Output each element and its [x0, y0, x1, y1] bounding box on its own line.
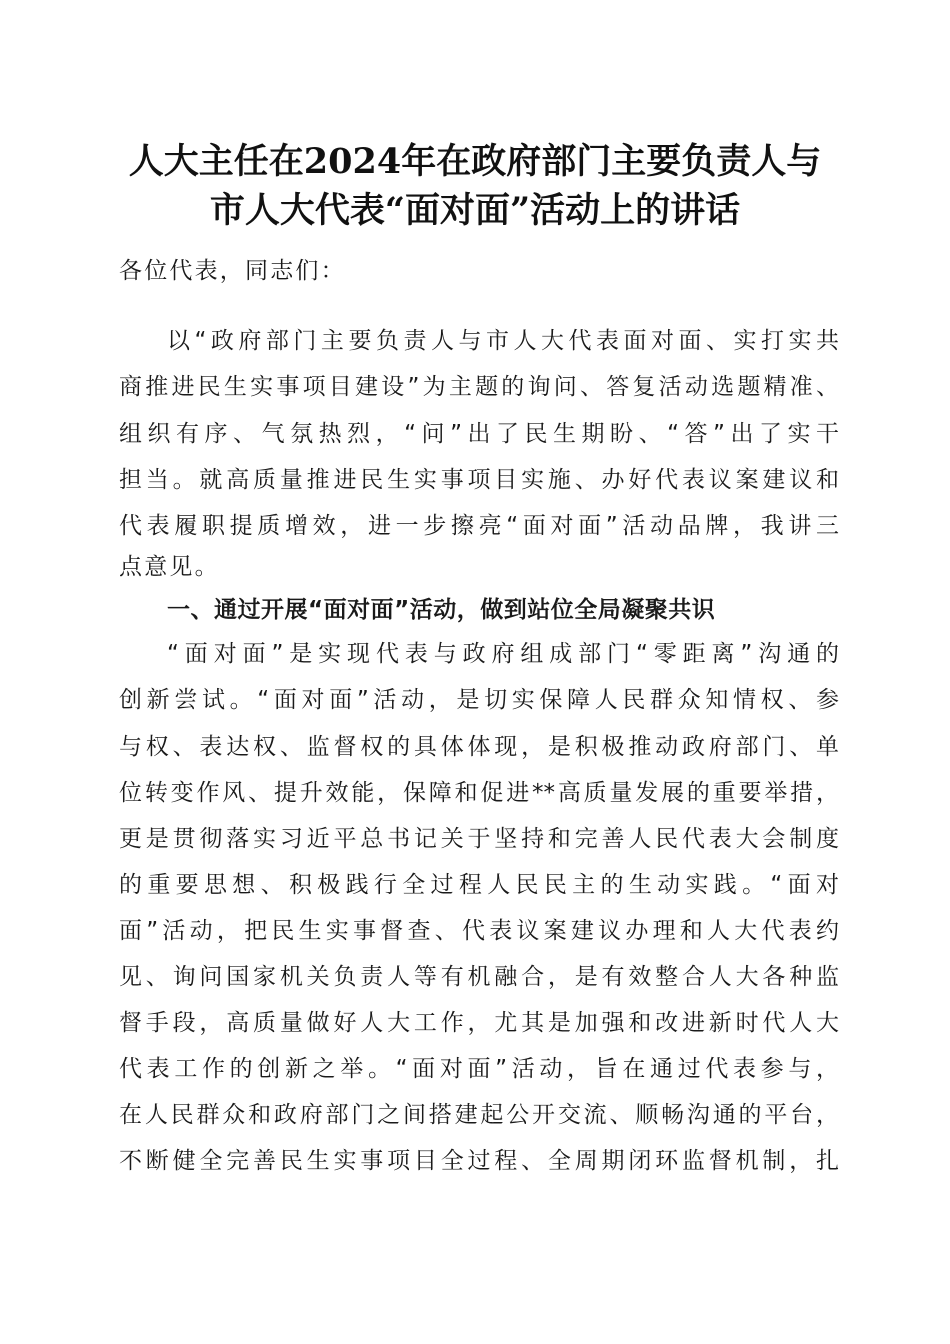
paragraph-1-line-6: 点意见。	[119, 554, 220, 580]
paragraph-2-line-10: 代表工作的创新之举。“面对面”活动，旨在通过代表参与，	[119, 1056, 839, 1082]
paragraph-1-line-5: 代表履职提质增效，进一步擦亮“面对面”活动品牌，我讲三	[119, 513, 839, 539]
paragraph-2-line-4: 位转变作风、提升效能，保障和促进**高质量发展的重要举措，	[119, 780, 839, 806]
paragraph-2-line-8: 见、询问国家机关负责人等有机融合，是有效整合人大各种监	[119, 964, 839, 990]
paragraph-1-line-1: 以“政府部门主要负责人与市人大代表面对面、实打实共	[167, 328, 839, 354]
paragraph-2-line-2: 创新尝试。“面对面”活动，是切实保障人民群众知情权、参	[119, 687, 839, 713]
salutation: 各位代表，同志们：	[119, 258, 346, 284]
document-title-line-1: 人大主任在2024年在政府部门主要负责人与	[128, 141, 822, 182]
paragraph-1-line-3: 组织有序、气氛热烈，“问”出了民生期盼、“答”出了实干	[119, 421, 839, 447]
paragraph-2-line-1: “面对面”是实现代表与政府组成部门“零距离”沟通的	[167, 641, 839, 667]
paragraph-1-line-2: 商推进民生实事项目建设”为主题的询问、答复活动选题精准、	[119, 374, 839, 400]
paragraph-2-line-3: 与权、表达权、监督权的具体体现，是积极推动政府部门、单	[119, 734, 839, 760]
paragraph-2-line-5: 更是贯彻落实习近平总书记关于坚持和完善人民代表大会制度	[119, 826, 839, 852]
section-heading-1: 一、通过开展“面对面”活动，做到站位全局凝聚共识	[167, 597, 716, 623]
paragraph-2-line-11: 在人民群众和政府部门之间搭建起公开交流、顺畅沟通的平台，	[119, 1102, 839, 1128]
paragraph-1-line-4: 担当。就高质量推进民生实事项目实施、办好代表议案建议和	[119, 467, 839, 493]
paragraph-2-line-12: 不断健全完善民生实事项目全过程、全周期闭环监督机制，扎	[119, 1148, 839, 1174]
paragraph-2-line-9: 督手段，高质量做好人大工作，尤其是加强和改进新时代人大	[119, 1010, 839, 1036]
paragraph-2-line-6: 的重要思想、积极践行全过程人民民主的生动实践。“面对	[119, 872, 839, 898]
paragraph-2-line-7: 面”活动，把民生实事督查、代表议案建议办理和人大代表约	[119, 918, 839, 944]
document-title-line-2: 市人大代表“面对面”活动上的讲话	[209, 190, 741, 231]
